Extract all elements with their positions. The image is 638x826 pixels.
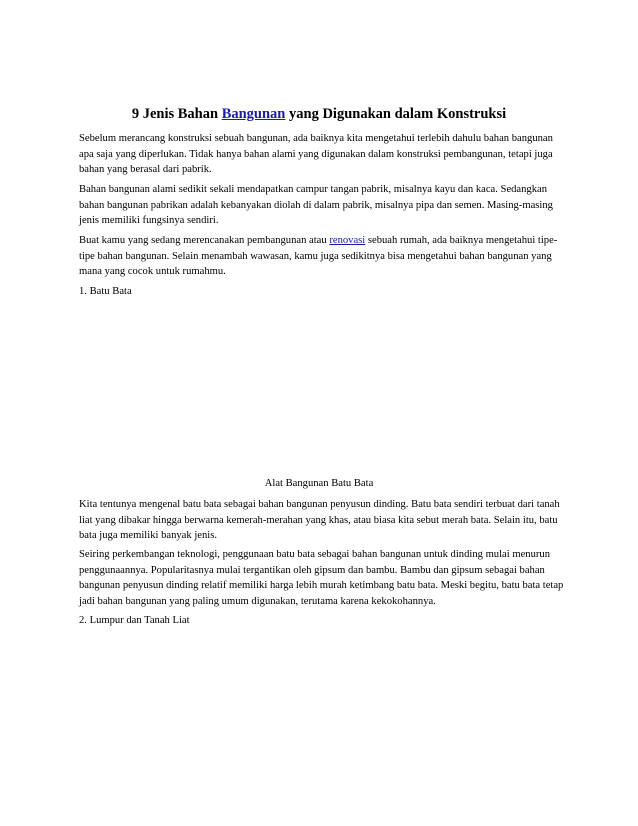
teknologi-paragraph: Seiring perkembangan teknologi, penggunaan batu bata sebagai bahan bangunan untuk dinding mulai menurun penggunaannya. Popularitasnya mulai tergantikan oleh gipsum dan bambu. Bambu dan gipsum sebagai bahan bangunan penyusun dinding relatif memiliki harga lebih murah ketimbang batu bata. Meski begitu, batu bata tetap jadi bahan bangunan yang paling umum digunakan, terutama karena kekokohannya. bbox=[79, 549, 564, 607]
planning-text-start: Buat kamu yang sedang merencanakan pembangunan atau bbox=[79, 235, 330, 246]
image-caption: Alat Bangunan Batu Bata bbox=[264, 478, 374, 489]
title-text-end: yang Digunakan dalam Konstruksi bbox=[285, 106, 507, 122]
section-heading-batu-bata: 1. Batu Bata bbox=[79, 286, 132, 297]
batu-bata-paragraph: Kita tentunya mengenal batu bata sebagai bahan bangunan penyusun dinding. Batu bata sendiri terbuat dari tanah liat yang dibakar hingga berwarna kemerah-merahan yang khas, atau biasa kita sebut merah bata. Selain itu, batu bata juga memiliki banyak jenis. bbox=[79, 499, 560, 541]
planning-paragraph bbox=[79, 233, 564, 280]
planning-text-end: sebuah rumah, ada baiknya mengetahui tipe-tipe bahan bangunan. Selain menambah wawasan, kamu juga sedikitnya bisa mengetahui bahan bangunan yang mana yang cocok untuk rumahmu. bbox=[79, 235, 558, 277]
title-text-start: 9 Jenis Bahan bbox=[131, 106, 222, 122]
page-title bbox=[0, 105, 638, 123]
natural-materials-paragraph: Bahan bangunan alami sedikit sekali mendapatkan campur tangan pabrik, misalnya kayu dan kaca. Sedangkan bahan bangunan pabrikan adalah kebanyakan diolah di dalam pabrik, misalnya pipa dan semen. Masing-masing jenis memiliki fungsinya sendiri. bbox=[79, 184, 553, 226]
renovasi-link[interactable]: renovasi bbox=[329, 235, 366, 246]
bangunan-link[interactable]: Bangunan bbox=[221, 106, 286, 122]
section-heading-lumpur: 2. Lumpur dan Tanah Liat bbox=[79, 615, 190, 626]
intro-paragraph: Sebelum merancang konstruksi sebuah bangunan, ada baiknya kita mengetahui terlebih dahulu bahan bangunan apa saja yang diperlukan. Tidak hanya bahan alami yang digunakan dalam konstruksi pembangunan, tetapi juga bahan yang berasal dari pabrik. bbox=[79, 133, 553, 175]
